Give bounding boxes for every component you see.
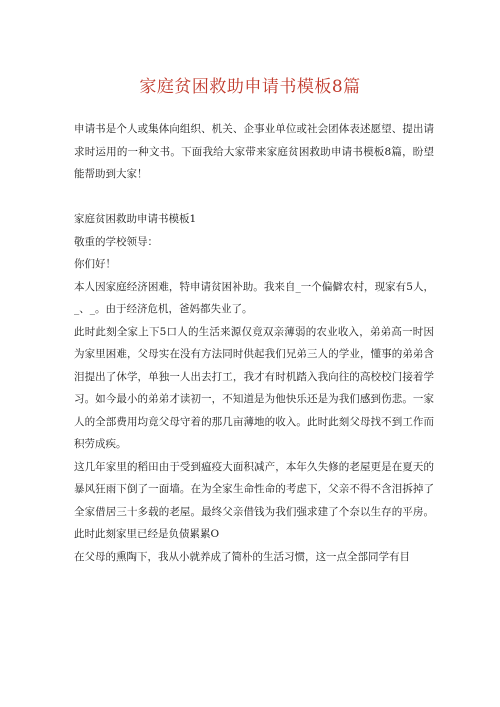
body-paragraph: 此时此刻全家上下5口人的生活来源仅竟双亲薄弱的农业收入，弟弟高一时因为家里困难，父母实在没有方法同时供起我们兄弟三人的学业，懂事的弟弟含泪提出了休学，单独一人出去打工，我才有时机踏入我向往的高校校门接着学习。如今最小的弟弟才读初一，不知道是为他快乐还是为我们感到伤悲。一家人的全部费用均竟父母守着的那几亩薄地的收入。此时此刻父母找不到工作而积劳成疾。 bbox=[74, 325, 434, 450]
intro-paragraph: 申请书是个人或集体向组织、机关、企事业单位或社会团体表述愿望、提出请求时运用的一种文书。下面我给大家带来家庭贫困救助申请书模板8篇，盼望能帮助到大家！ bbox=[74, 123, 434, 180]
body-paragraph: 本人因家庭经济困难，特申请贫困补助。我来自_一个偏僻农村，现家有5人，_、_。由于经济危机，爸妈都失业了。 bbox=[74, 280, 434, 315]
document-body bbox=[74, 118, 434, 568]
section-heading: 家庭贫困救助申请书模板1 bbox=[74, 213, 197, 225]
salutation: 敬重的学校领导： bbox=[74, 235, 158, 248]
spacer bbox=[74, 186, 434, 209]
body-paragraph: 在父母的熏陶下，我从小就养成了简朴的生活习惯，这一点全部同学有目 bbox=[74, 550, 410, 563]
body-paragraph: 这几年家里的稻田由于受到瘟疫大面积减产，本年久失修的老屋更是在夏天的暴风狂雨下倒了一面墙。在为全家生命性命的考虑下，父亲不得不含泪拆掉了全家借居三十多载的老屋。最终父亲借钱为我们强求建了个奈以生存的平房。此时此刻家里已经是负债累累O bbox=[74, 460, 434, 540]
greeting: 你们好！ bbox=[74, 258, 116, 270]
document-title: 家庭贫困救助申请书模板8篇 bbox=[139, 77, 361, 97]
